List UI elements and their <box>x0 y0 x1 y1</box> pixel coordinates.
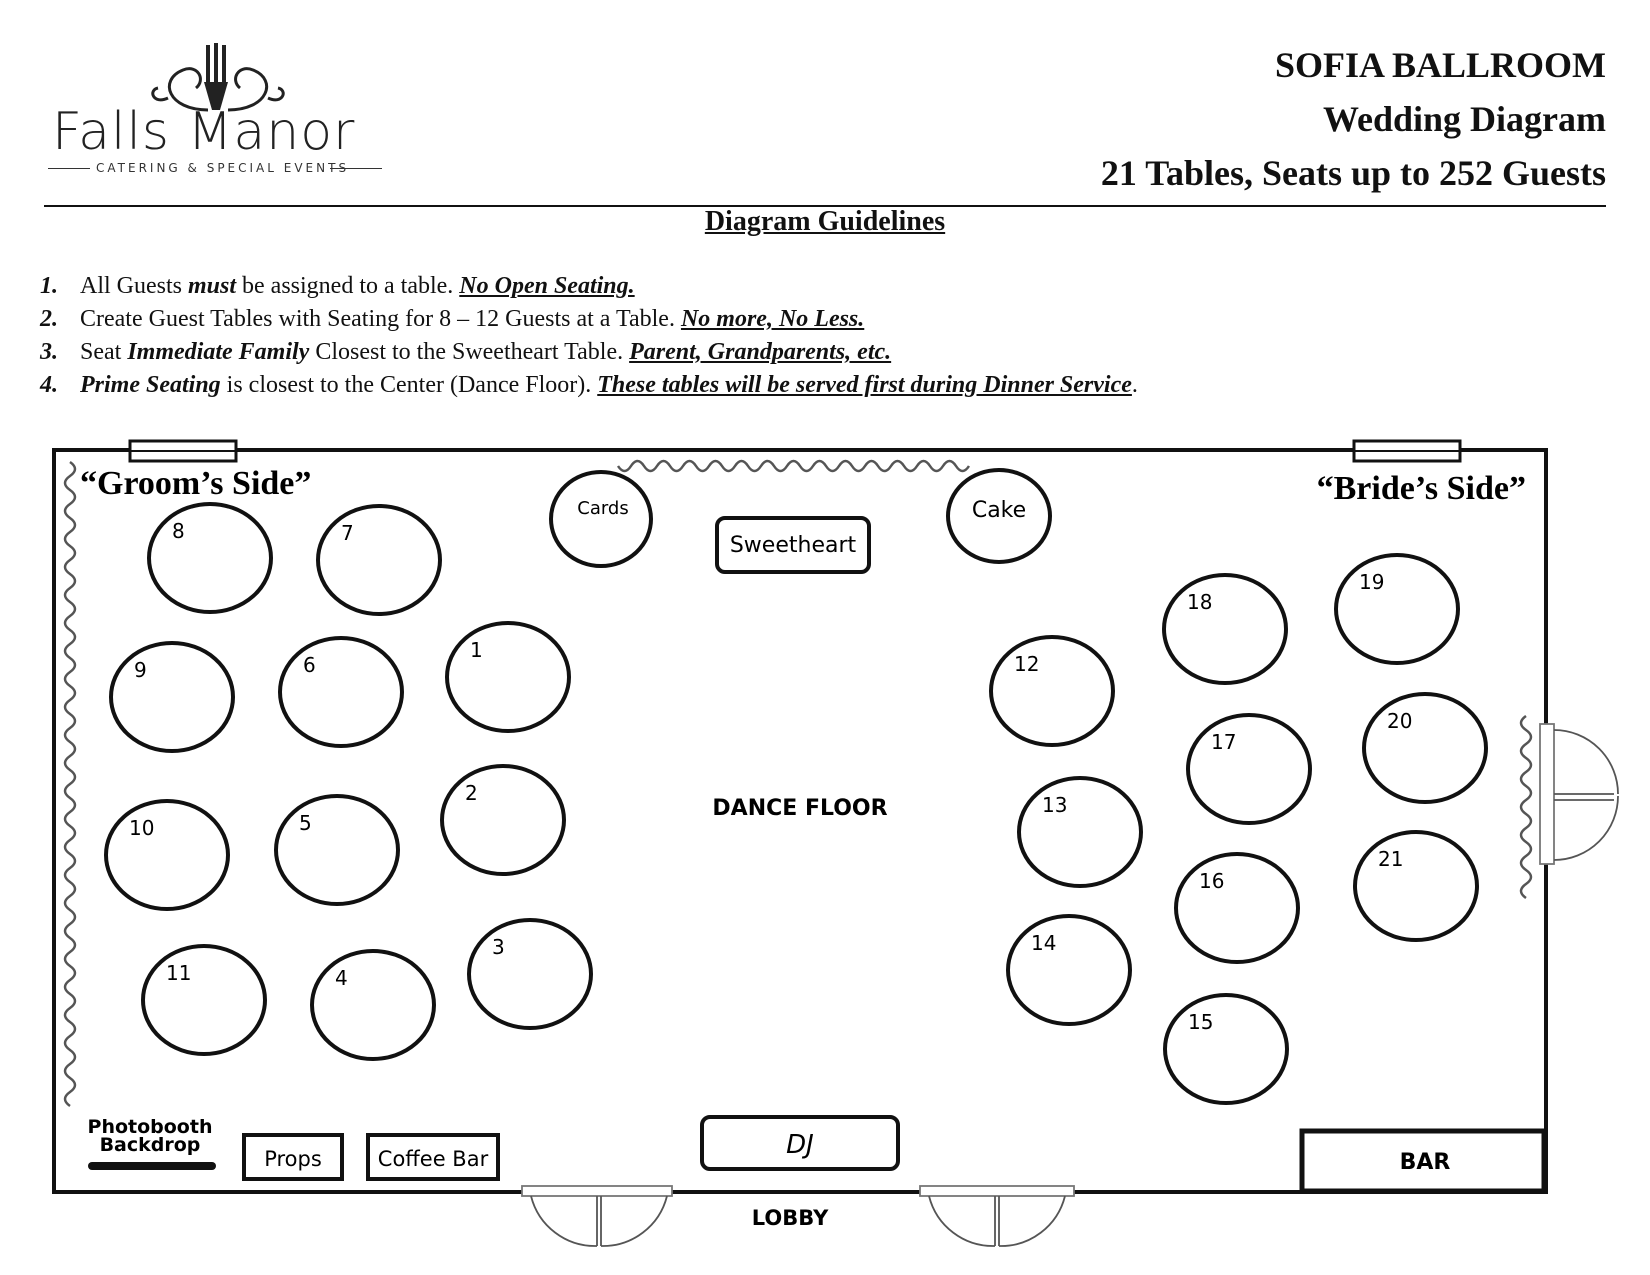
table-number-label: 19 <box>1359 570 1385 594</box>
door-bottom-left <box>522 1186 672 1246</box>
dance-floor-label: DANCE FLOOR <box>712 796 888 821</box>
guideline-text: Create Guest Tables with Seating for 8 – 12 Guests at a Table. <box>80 306 681 332</box>
guideline-text: All Guests <box>80 273 188 299</box>
table-number-label: 1 <box>470 638 483 662</box>
window-top-left <box>130 441 236 461</box>
guest-table-4 <box>312 951 434 1059</box>
guideline-text: is closest to the Center (Dance Floor). <box>220 372 598 398</box>
guest-table-10 <box>106 801 228 909</box>
guideline-text: No Open Seating. <box>459 273 635 299</box>
guest-table-8 <box>149 504 271 612</box>
venue-title: SOFIA BALLROOM <box>1274 45 1606 85</box>
cards-label: Cards <box>577 498 629 519</box>
guideline-text: Parent, Grandparents, etc. <box>629 339 892 365</box>
guest-table-5 <box>276 796 398 904</box>
guest-table-3 <box>469 920 591 1028</box>
capacity-line: 21 Tables, Seats up to 252 Guests <box>1100 153 1606 193</box>
sweetheart-label: Sweetheart <box>729 533 857 558</box>
door-right <box>1540 724 1618 864</box>
guest-table-14 <box>1008 916 1130 1024</box>
logo-wordmark: Falls Manor <box>52 102 356 162</box>
guideline-text: Prime Seating <box>80 372 221 398</box>
groom-side-label: “Groom’s Side” <box>80 465 312 502</box>
table-number-label: 13 <box>1042 793 1068 817</box>
window-top-right <box>1354 441 1460 461</box>
logo-tagline: CATERING & SPECIAL EVENTS <box>96 161 350 175</box>
table-number-label: 10 <box>129 816 155 840</box>
guest-table-11 <box>143 946 265 1054</box>
door-bottom-right <box>920 1186 1074 1246</box>
props-label: Props <box>264 1147 322 1171</box>
coffee-bar-label: Coffee Bar <box>377 1147 489 1171</box>
drape-top <box>618 461 969 471</box>
table-number-label: 20 <box>1387 709 1413 733</box>
table-number-label: 5 <box>299 811 312 835</box>
photobooth-label-line2: Backdrop <box>99 1134 201 1156</box>
guideline-number: 3. <box>40 339 58 365</box>
table-number-label: 2 <box>465 781 478 805</box>
table-number-label: 17 <box>1211 730 1237 754</box>
table-number-label: 6 <box>303 653 316 677</box>
guest-table-16 <box>1176 854 1298 962</box>
guideline-number: 1. <box>40 273 58 299</box>
guest-table-17 <box>1188 715 1310 823</box>
table-number-label: 7 <box>341 521 354 545</box>
guest-table-1 <box>447 623 569 731</box>
table-number-label: 21 <box>1378 847 1404 871</box>
table-number-label: 15 <box>1188 1010 1214 1034</box>
lobby-label: LOBBY <box>751 1206 829 1230</box>
guideline-text: Immediate Family <box>127 339 310 365</box>
guidelines-heading: Diagram Guidelines <box>704 206 946 237</box>
guest-table-6 <box>280 638 402 746</box>
cards-table <box>551 472 651 566</box>
table-number-label: 4 <box>335 966 348 990</box>
bride-side-label: “Bride’s Side” <box>1316 470 1526 507</box>
guideline-text: These tables will be served first during Dinner Service <box>597 372 1132 398</box>
guest-table-21 <box>1355 832 1477 940</box>
table-number-label: 12 <box>1014 652 1040 676</box>
table-number-label: 8 <box>172 519 185 543</box>
table-number-label: 11 <box>166 961 192 985</box>
table-number-label: 14 <box>1031 931 1057 955</box>
guideline-number: 4. <box>40 372 58 398</box>
guest-table-7 <box>318 506 440 614</box>
guideline-number: 2. <box>40 306 58 332</box>
diagram-subtitle: Wedding Diagram <box>1322 99 1606 139</box>
bar-label: BAR <box>1399 1150 1451 1175</box>
table-number-label: 3 <box>492 935 505 959</box>
guest-table-13 <box>1019 778 1141 886</box>
guest-table-2 <box>442 766 564 874</box>
drape-right <box>1521 716 1531 898</box>
guideline-text: . <box>1131 372 1138 398</box>
room-outline <box>54 450 1546 1192</box>
table-number-label: 18 <box>1187 590 1213 614</box>
guideline-text: must <box>188 273 237 299</box>
guest-table-15 <box>1165 995 1287 1103</box>
photobooth-label-line1: Photobooth <box>87 1116 213 1138</box>
dj-label: DJ <box>786 1130 814 1160</box>
guest-table-20 <box>1364 694 1486 802</box>
table-number-label: 9 <box>134 658 147 682</box>
table-number-label: 16 <box>1199 869 1225 893</box>
drape-left <box>65 462 75 1106</box>
guideline-text: Closest to the Sweetheart Table. <box>309 339 630 365</box>
guideline-text: No more, No Less. <box>680 306 865 332</box>
guest-table-12 <box>991 637 1113 745</box>
cake-label: Cake <box>971 498 1027 523</box>
guest-table-9 <box>111 643 233 751</box>
guideline-text: be assigned to a table. <box>236 273 460 299</box>
guest-table-19 <box>1336 555 1458 663</box>
guideline-text: Seat <box>80 339 128 365</box>
guest-table-18 <box>1164 575 1286 683</box>
